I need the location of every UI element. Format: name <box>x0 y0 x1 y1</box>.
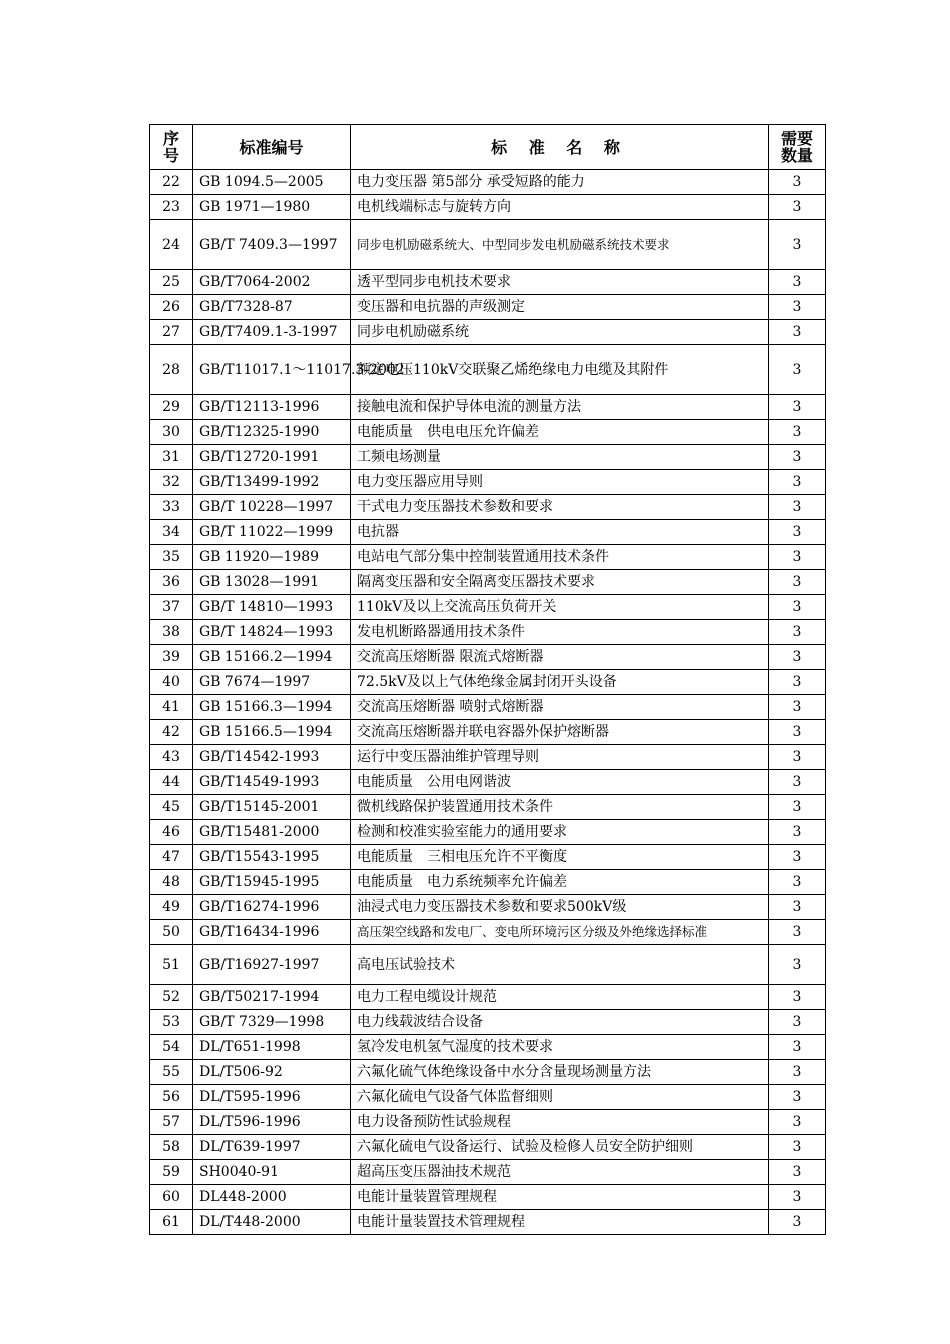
name-cell: 接触电流和保护导体电流的测量方法 <box>351 395 769 420</box>
table-row <box>150 220 826 270</box>
name-cell: 电力变压器应用导则 <box>351 470 769 495</box>
seq-cell: 38 <box>150 620 193 645</box>
table-row <box>150 820 826 845</box>
table-row <box>150 545 826 570</box>
seq-cell: 27 <box>150 320 193 345</box>
code-cell: GB/T 14824—1993 <box>193 620 351 645</box>
header-seq: 序号 <box>150 125 193 170</box>
qty-cell: 3 <box>769 695 826 720</box>
table-row <box>150 345 826 395</box>
code-cell: GB/T 7409.3—1997 <box>193 220 351 270</box>
name-cell: 检测和校准实验室能力的通用要求 <box>351 820 769 845</box>
seq-cell: 37 <box>150 595 193 620</box>
qty-cell: 3 <box>769 670 826 695</box>
name-cell: 发电机断路器通用技术条件 <box>351 620 769 645</box>
seq-cell: 47 <box>150 845 193 870</box>
table-row <box>150 470 826 495</box>
table-row <box>150 895 826 920</box>
code-cell: GB/T7409.1-3-1997 <box>193 320 351 345</box>
qty-cell: 3 <box>769 595 826 620</box>
qty-cell: 3 <box>769 1160 826 1185</box>
qty-cell: 3 <box>769 870 826 895</box>
qty-cell: 3 <box>769 295 826 320</box>
name-cell: 电能质量 供电电压允许偏差 <box>351 420 769 445</box>
seq-cell: 39 <box>150 645 193 670</box>
table-body <box>150 170 826 1235</box>
seq-cell: 29 <box>150 395 193 420</box>
table-row <box>150 495 826 520</box>
qty-cell: 3 <box>769 1085 826 1110</box>
code-cell: GB/T 10228—1997 <box>193 495 351 520</box>
name-cell: 电能质量 公用电网谐波 <box>351 770 769 795</box>
qty-cell: 3 <box>769 770 826 795</box>
seq-cell: 45 <box>150 795 193 820</box>
code-cell: GB/T12720-1991 <box>193 445 351 470</box>
table-row <box>150 870 826 895</box>
qty-cell: 3 <box>769 895 826 920</box>
code-cell: GB/T13499-1992 <box>193 470 351 495</box>
table-row <box>150 570 826 595</box>
code-cell: GB 13028—1991 <box>193 570 351 595</box>
qty-cell: 3 <box>769 845 826 870</box>
table-row <box>150 645 826 670</box>
table-row <box>150 195 826 220</box>
code-cell: GB/T11017.1～11017.3-2002 <box>193 345 351 395</box>
table-row <box>150 1160 826 1185</box>
qty-cell: 3 <box>769 520 826 545</box>
table-row <box>150 845 826 870</box>
code-cell: GB 1971—1980 <box>193 195 351 220</box>
code-cell: GB/T7064-2002 <box>193 270 351 295</box>
name-cell: 72.5kV及以上气体绝缘金属封闭开头设备 <box>351 670 769 695</box>
qty-cell: 3 <box>769 1185 826 1210</box>
table-row <box>150 985 826 1010</box>
table-row <box>150 520 826 545</box>
seq-cell: 36 <box>150 570 193 595</box>
code-cell: GB/T50217-1994 <box>193 985 351 1010</box>
code-cell: GB 11920—1989 <box>193 545 351 570</box>
table-row <box>150 395 826 420</box>
qty-cell: 3 <box>769 195 826 220</box>
seq-cell: 22 <box>150 170 193 195</box>
name-cell: 电能质量 三相电压允许不平衡度 <box>351 845 769 870</box>
seq-cell: 26 <box>150 295 193 320</box>
seq-cell: 44 <box>150 770 193 795</box>
name-cell: 电能质量 电力系统频率允许偏差 <box>351 870 769 895</box>
qty-cell: 3 <box>769 820 826 845</box>
qty-cell: 3 <box>769 745 826 770</box>
qty-cell: 3 <box>769 445 826 470</box>
qty-cell: 3 <box>769 1135 826 1160</box>
code-cell: GB/T14549-1993 <box>193 770 351 795</box>
code-cell: GB/T 11022—1999 <box>193 520 351 545</box>
table-row <box>150 670 826 695</box>
name-cell: 六氟化硫气体绝缘设备中水分含量现场测量方法 <box>351 1060 769 1085</box>
qty-cell: 3 <box>769 920 826 945</box>
qty-cell: 3 <box>769 470 826 495</box>
seq-cell: 58 <box>150 1135 193 1160</box>
standards-table <box>149 124 826 1235</box>
table-row <box>150 445 826 470</box>
code-cell: GB/T15481-2000 <box>193 820 351 845</box>
code-cell: GB/T 14810—1993 <box>193 595 351 620</box>
code-cell: GB/T15945-1995 <box>193 870 351 895</box>
name-cell: 变压器和电抗器的声级测定 <box>351 295 769 320</box>
seq-cell: 32 <box>150 470 193 495</box>
seq-cell: 30 <box>150 420 193 445</box>
code-cell: DL/T651-1998 <box>193 1035 351 1060</box>
name-cell: 同步电机励磁系统大、中型同步发电机励磁系统技术要求 <box>351 220 769 270</box>
name-cell: 交流高压熔断器并联电容器外保护熔断器 <box>351 720 769 745</box>
header-name: 标 准 名 称 <box>351 125 769 170</box>
qty-cell: 3 <box>769 395 826 420</box>
code-cell: GB/T 7329—1998 <box>193 1010 351 1035</box>
name-cell: 六氟化硫电气设备气体监督细则 <box>351 1085 769 1110</box>
code-cell: GB 15166.3—1994 <box>193 695 351 720</box>
code-cell: GB/T15145-2001 <box>193 795 351 820</box>
qty-cell: 3 <box>769 345 826 395</box>
seq-cell: 57 <box>150 1110 193 1135</box>
table-row <box>150 1085 826 1110</box>
table-row <box>150 295 826 320</box>
table-row <box>150 1210 826 1235</box>
seq-cell: 42 <box>150 720 193 745</box>
table-row <box>150 170 826 195</box>
code-cell: GB 1094.5—2005 <box>193 170 351 195</box>
qty-cell: 3 <box>769 270 826 295</box>
name-cell: 电能计量装置管理规程 <box>351 1185 769 1210</box>
qty-cell: 3 <box>769 320 826 345</box>
name-cell: 电抗器 <box>351 520 769 545</box>
code-cell: GB 15166.2—1994 <box>193 645 351 670</box>
name-cell: 干式电力变压器技术参数和要求 <box>351 495 769 520</box>
qty-cell: 3 <box>769 545 826 570</box>
seq-cell: 35 <box>150 545 193 570</box>
code-cell: GB/T16274-1996 <box>193 895 351 920</box>
table-row <box>150 770 826 795</box>
name-cell: 透平型同步电机技术要求 <box>351 270 769 295</box>
name-cell: 隔离变压器和安全隔离变压器技术要求 <box>351 570 769 595</box>
qty-cell: 3 <box>769 945 826 985</box>
code-cell: DL448-2000 <box>193 1185 351 1210</box>
seq-cell: 61 <box>150 1210 193 1235</box>
seq-cell: 59 <box>150 1160 193 1185</box>
code-cell: GB/T15543-1995 <box>193 845 351 870</box>
name-cell: 电力变压器 第5部分 承受短路的能力 <box>351 170 769 195</box>
name-cell: 六氟化硫电气设备运行、试验及检修人员安全防护细则 <box>351 1135 769 1160</box>
seq-cell: 52 <box>150 985 193 1010</box>
header-code: 标准编号 <box>193 125 351 170</box>
qty-cell: 3 <box>769 985 826 1010</box>
table-row <box>150 795 826 820</box>
seq-cell: 46 <box>150 820 193 845</box>
seq-cell: 55 <box>150 1060 193 1085</box>
seq-cell: 25 <box>150 270 193 295</box>
name-cell: 电力线载波结合设备 <box>351 1010 769 1035</box>
name-cell: 110kV及以上交流高压负荷开关 <box>351 595 769 620</box>
qty-cell: 3 <box>769 720 826 745</box>
name-cell: 高电压试验技术 <box>351 945 769 985</box>
code-cell: GB 7674—1997 <box>193 670 351 695</box>
qty-cell: 3 <box>769 220 826 270</box>
table-row <box>150 1110 826 1135</box>
seq-cell: 23 <box>150 195 193 220</box>
name-cell: 交流高压熔断器 喷射式熔断器 <box>351 695 769 720</box>
seq-cell: 28 <box>150 345 193 395</box>
code-cell: GB/T14542-1993 <box>193 745 351 770</box>
seq-cell: 53 <box>150 1010 193 1035</box>
qty-cell: 3 <box>769 1210 826 1235</box>
qty-cell: 3 <box>769 1110 826 1135</box>
name-cell: 工频电场测量 <box>351 445 769 470</box>
table-row <box>150 1060 826 1085</box>
table-row <box>150 1035 826 1060</box>
name-cell: 电能计量装置技术管理规程 <box>351 1210 769 1235</box>
code-cell: GB/T7328-87 <box>193 295 351 320</box>
qty-cell: 3 <box>769 795 826 820</box>
code-cell: DL/T596-1996 <box>193 1110 351 1135</box>
qty-cell: 3 <box>769 1060 826 1085</box>
table-row <box>150 420 826 445</box>
seq-cell: 34 <box>150 520 193 545</box>
code-cell: GB/T16927-1997 <box>193 945 351 985</box>
name-cell: 油浸式电力变压器技术参数和要求500kV级 <box>351 895 769 920</box>
seq-cell: 48 <box>150 870 193 895</box>
seq-cell: 49 <box>150 895 193 920</box>
name-cell: 交流高压熔断器 限流式熔断器 <box>351 645 769 670</box>
table-row <box>150 595 826 620</box>
seq-cell: 31 <box>150 445 193 470</box>
seq-cell: 33 <box>150 495 193 520</box>
qty-cell: 3 <box>769 645 826 670</box>
table-row <box>150 620 826 645</box>
seq-cell: 50 <box>150 920 193 945</box>
seq-cell: 60 <box>150 1185 193 1210</box>
name-cell: 同步电机励磁系统 <box>351 320 769 345</box>
seq-cell: 24 <box>150 220 193 270</box>
name-cell: 氢冷发电机氢气湿度的技术要求 <box>351 1035 769 1060</box>
seq-cell: 56 <box>150 1085 193 1110</box>
qty-cell: 3 <box>769 420 826 445</box>
name-cell: 超高压变压器油技术规范 <box>351 1160 769 1185</box>
table-row <box>150 720 826 745</box>
table-row <box>150 920 826 945</box>
table-row <box>150 745 826 770</box>
name-cell: 微机线路保护装置通用技术条件 <box>351 795 769 820</box>
name-cell: 运行中变压器油维护管理导则 <box>351 745 769 770</box>
name-cell: 电站电气部分集中控制装置通用技术条件 <box>351 545 769 570</box>
table-row <box>150 695 826 720</box>
name-cell: 电机线端标志与旋转方向 <box>351 195 769 220</box>
header-qty: 需要数量 <box>769 125 826 170</box>
code-cell: GB/T16434-1996 <box>193 920 351 945</box>
table-header-row <box>150 125 826 170</box>
table-row <box>150 320 826 345</box>
table-row <box>150 270 826 295</box>
code-cell: GB/T12113-1996 <box>193 395 351 420</box>
code-cell: GB 15166.5—1994 <box>193 720 351 745</box>
qty-cell: 3 <box>769 1035 826 1060</box>
seq-cell: 43 <box>150 745 193 770</box>
qty-cell: 3 <box>769 170 826 195</box>
name-cell: 高压架空线路和发电厂、变电所环境污区分级及外绝缘选择标准 <box>351 920 769 945</box>
code-cell: SH0040-91 <box>193 1160 351 1185</box>
code-cell: DL/T448-2000 <box>193 1210 351 1235</box>
table-row <box>150 1185 826 1210</box>
name-cell: 电力设备预防性试验规程 <box>351 1110 769 1135</box>
seq-cell: 54 <box>150 1035 193 1060</box>
code-cell: DL/T595-1996 <box>193 1085 351 1110</box>
name-cell: 电力工程电缆设计规范 <box>351 985 769 1010</box>
seq-cell: 51 <box>150 945 193 985</box>
qty-cell: 3 <box>769 495 826 520</box>
seq-cell: 40 <box>150 670 193 695</box>
qty-cell: 3 <box>769 570 826 595</box>
qty-cell: 3 <box>769 620 826 645</box>
table-row <box>150 1010 826 1035</box>
code-cell: DL/T639-1997 <box>193 1135 351 1160</box>
code-cell: DL/T506-92 <box>193 1060 351 1085</box>
code-cell: GB/T12325-1990 <box>193 420 351 445</box>
seq-cell: 41 <box>150 695 193 720</box>
table-row <box>150 945 826 985</box>
name-cell: 额定电压110kV交联聚乙烯绝缘电力电缆及其附件 <box>351 345 769 395</box>
qty-cell: 3 <box>769 1010 826 1035</box>
table-row <box>150 1135 826 1160</box>
